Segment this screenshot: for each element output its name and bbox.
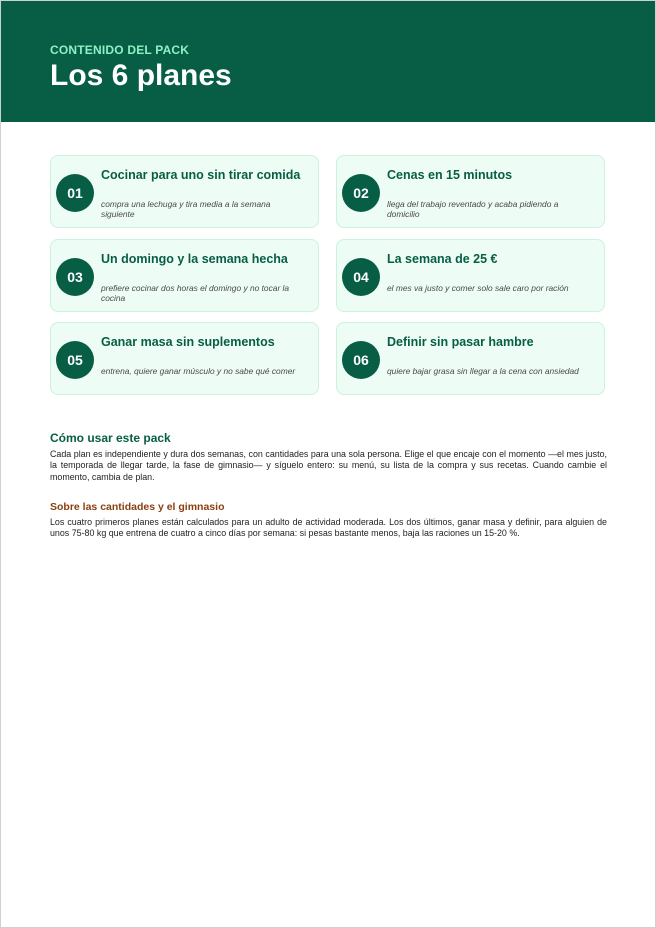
plan-title: Cocinar para uno sin tirar comida xyxy=(101,168,301,182)
page-title: Los 6 planes xyxy=(50,59,232,92)
plan-description: compra una lechuga y tira media a la semana siguiente xyxy=(101,199,271,219)
plan-title: Definir sin pasar hambre xyxy=(387,335,534,349)
plan-card xyxy=(50,155,319,228)
plan-number-badge: 04 xyxy=(342,258,380,296)
plan-card xyxy=(336,155,605,228)
plan-description: el mes va justo y comer solo sale caro por ración xyxy=(387,283,569,293)
plan-number-badge: 01 xyxy=(56,174,94,212)
plan-card xyxy=(336,239,605,312)
plan-number-badge: 06 xyxy=(342,341,380,379)
plan-number-badge: 02 xyxy=(342,174,380,212)
usage-heading: Cómo usar este pack xyxy=(50,431,171,445)
plan-description: prefiere cocinar dos horas el domingo y no tocar la cocina xyxy=(101,283,290,303)
plan-title: Un domingo y la semana hecha xyxy=(101,252,288,266)
header-eyebrow: CONTENIDO DEL PACK xyxy=(50,43,190,57)
plan-description: quiere bajar grasa sin llegar a la cena con ansiedad xyxy=(387,366,579,376)
plan-title: Cenas en 15 minutos xyxy=(387,168,513,182)
plan-title: Ganar masa sin suplementos xyxy=(101,335,275,349)
quantities-paragraph: Los cuatro primeros planes están calculados para un adulto de actividad moderada. Los dos últimos, ganar masa y definir, para alguien de unos 75-80 kg que entrena de cuatro a cinco días por semana: si pesas bastante menos, baja las raciones un 15-20 %. xyxy=(50,517,607,539)
header-banner xyxy=(1,1,655,122)
plan-number-badge: 03 xyxy=(56,258,94,296)
plan-description: llega del trabajo reventado y acaba pidiendo a domicilio xyxy=(387,199,559,219)
plan-card xyxy=(50,322,319,395)
plan-title: La semana de 25 € xyxy=(387,252,498,266)
quantities-heading: Sobre las cantidades y el gimnasio xyxy=(50,501,225,513)
plan-number-badge: 05 xyxy=(56,341,94,379)
plan-description: entrena, quiere ganar músculo y no sabe qué comer xyxy=(101,366,296,376)
usage-paragraph: Cada plan es independiente y dura dos semanas, con cantidades para una sola persona. Elige el que encaje con el momento —el mes justo, la temporada de llegar tarde, la fase de gimnasio— y síguelo entero: su menú, su lista de la compra y sus recetas. Cuando cambie el momento, cambia de plan. xyxy=(50,449,607,482)
plan-card xyxy=(50,239,319,312)
plan-card xyxy=(336,322,605,395)
